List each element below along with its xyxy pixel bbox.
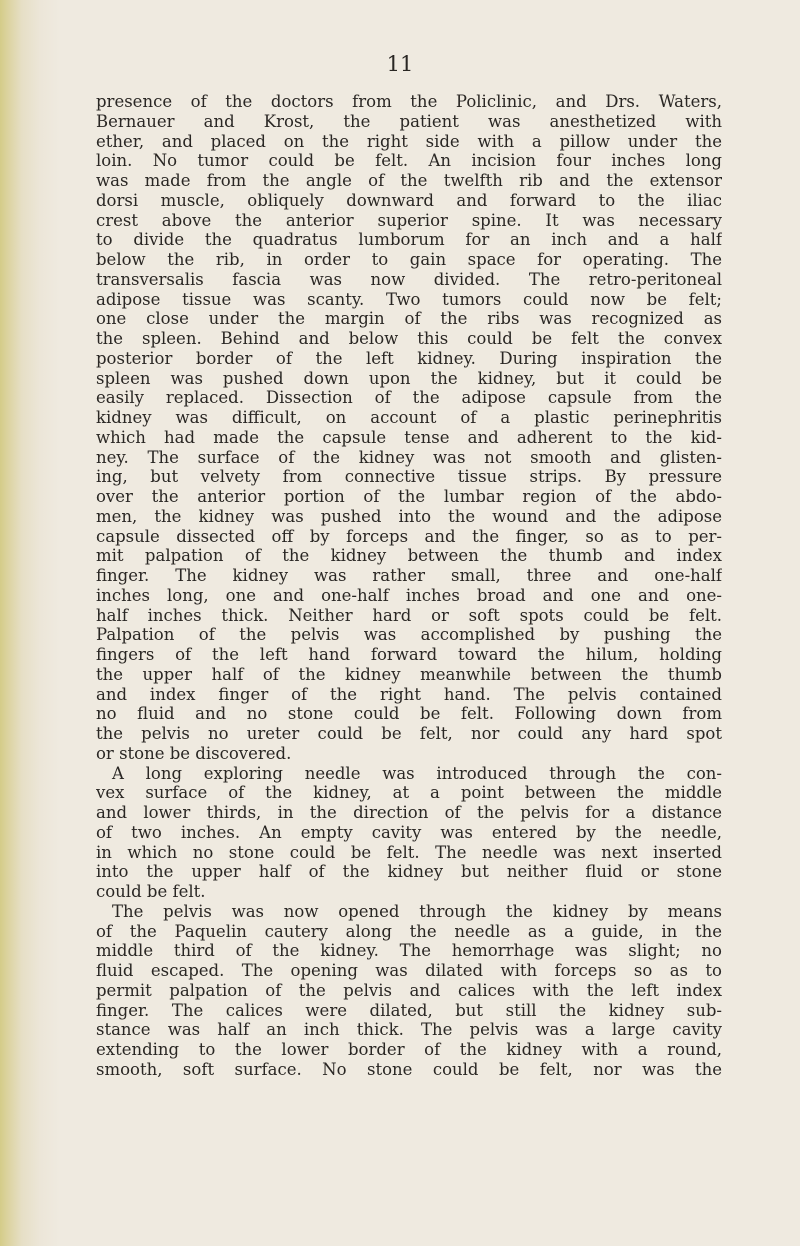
text-line: half inches thick. Neither hard or soft spots could be felt. — [96, 605, 722, 625]
text-line: adipose tissue was scanty. Two tumors could now be felt; — [96, 289, 722, 309]
text-line: over the anterior portion of the lumbar region of the abdo- — [96, 487, 722, 506]
text-line: inches long, one and one-half inches broad and one and one- — [96, 585, 722, 605]
text-line: stance was half an inch thick. The pelvis was a large cavity — [96, 1020, 722, 1040]
text-line: which had made the capsule tense and adherent to the kid- — [96, 427, 722, 447]
text-line: smooth, soft surface. No stone could be felt, nor was the — [96, 1059, 722, 1079]
page-number: 11 — [386, 52, 414, 76]
text-line: of the Paquelin cautery along the needle as a guide, in the — [96, 921, 722, 941]
text-line: middle third of the kidney. The hemorrhage was slight; no — [96, 941, 722, 961]
text-line: transversalis fascia was now divided. The retro-peritoneal — [96, 269, 722, 289]
text-line: dorsi muscle, obliquely downward and forward to the iliac — [96, 190, 722, 210]
text-line: and index finger of the right hand. The pelvis contained — [96, 684, 722, 704]
text-line: A long exploring needle was introduced through the con- — [112, 763, 722, 783]
text-line: the spleen. Behind and below this could be felt the convex — [96, 329, 722, 348]
text-line: was made from the angle of the twelfth rib and the extensor — [96, 171, 722, 190]
text-line: finger. The calices were dilated, but still the kidney sub- — [96, 1000, 722, 1020]
text-line: extending to the lower border of the kidney with a round, — [96, 1040, 722, 1059]
text-line: mit palpation of the kidney between the thumb and index — [96, 546, 722, 566]
body-text — [96, 92, 722, 1080]
text-line: ney. The surface of the kidney was not smooth and glisten- — [96, 447, 722, 467]
text-line: the upper half of the kidney meanwhile between the thumb — [96, 664, 722, 684]
text-line: men, the kidney was pushed into the wound and the adipose — [96, 506, 722, 526]
text-line: fingers of the left hand forward toward the hilum, holding — [96, 645, 722, 664]
text-line: Bernauer and Krost, the patient was anesthetized with — [96, 111, 722, 131]
text-line: into the upper half of the kidney but neither fluid or stone — [96, 862, 722, 882]
text-line: vex surface of the kidney, at a point between the middle — [96, 783, 722, 803]
text-line: Palpation of the pelvis was accomplished by pushing the — [96, 625, 722, 645]
text-line: kidney was difficult, on account of a plastic perinephritis — [96, 408, 722, 427]
text-line: ing, but velvety from connective tissue strips. By pressure — [96, 467, 722, 487]
text-line: spleen was pushed down upon the kidney, but it could be — [96, 368, 722, 388]
text-line: The pelvis was now opened through the kidney by means — [112, 901, 722, 921]
page-edge-shadow — [0, 0, 60, 1246]
text-line: fluid escaped. The opening was dilated with forceps so as to — [96, 961, 722, 980]
text-line: loin. No tumor could be felt. An incision four inches long — [96, 151, 722, 171]
text-line: no fluid and no stone could be felt. Following down from — [96, 704, 722, 724]
text-line: capsule dissected off by forceps and the finger, so as to per- — [96, 526, 722, 546]
text-line: or stone be discovered. — [96, 743, 292, 763]
text-line: presence of the doctors from the Policlinic, and Drs. Waters, — [96, 92, 722, 111]
text-line: to divide the quadratus lumborum for an inch and a half — [96, 230, 722, 250]
text-line: could be felt. — [96, 882, 206, 901]
text-line: of two inches. An empty cavity was entered by the needle, — [96, 822, 722, 842]
text-line: finger. The kidney was rather small, three and one-half — [96, 566, 722, 585]
text-line: permit palpation of the pelvis and calices with the left index — [96, 980, 722, 1000]
text-line: posterior border of the left kidney. During inspiration the — [96, 348, 722, 368]
text-line: easily replaced. Dissection of the adipose capsule from the — [96, 388, 722, 408]
text-line: in which no stone could be felt. The needle was next inserted — [96, 842, 722, 862]
text-line: below the rib, in order to gain space for operating. The — [96, 250, 722, 269]
text-line: and lower thirds, in the direction of the pelvis for a distance — [96, 803, 722, 822]
text-line: the pelvis no ureter could be felt, nor could any hard spot — [96, 724, 722, 743]
text-line: ether, and placed on the right side with a pillow under the — [96, 131, 722, 151]
text-line: one close under the margin of the ribs was recognized as — [96, 309, 722, 329]
text-line: crest above the anterior superior spine. It was necessary — [96, 210, 722, 230]
